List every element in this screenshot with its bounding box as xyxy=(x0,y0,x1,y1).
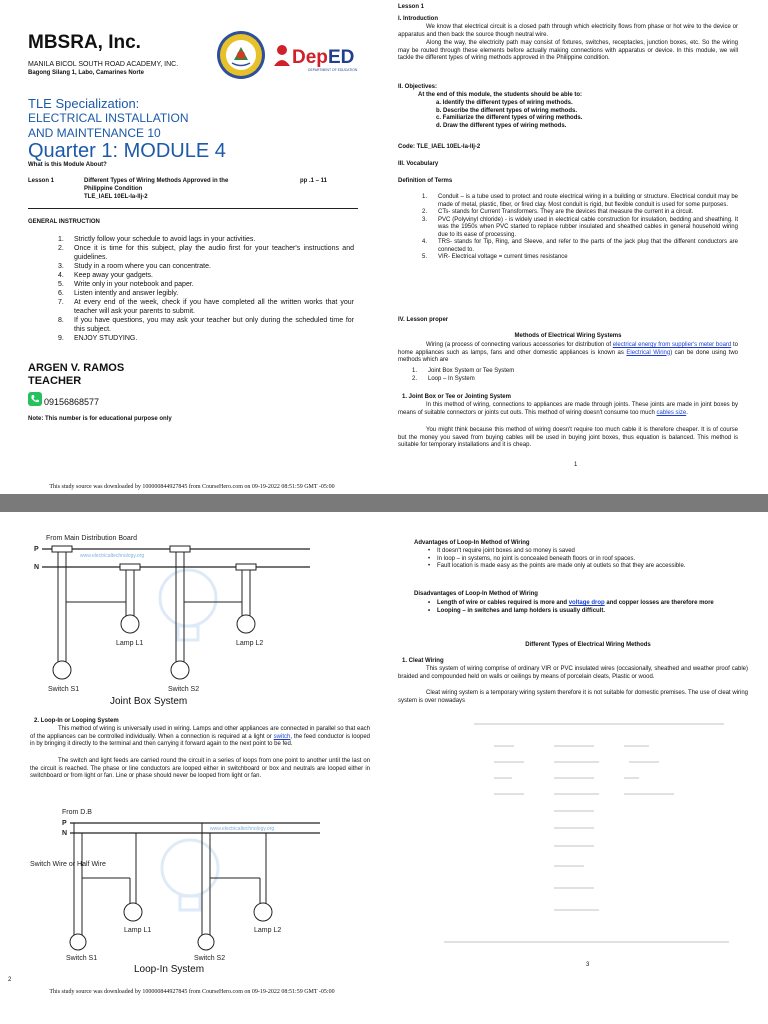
list-item xyxy=(58,298,354,316)
item-number: 1. xyxy=(58,236,64,243)
general-instruction-heading: GENERAL INSTRUCTION xyxy=(28,219,100,225)
loop-switch1-label: Switch S1 xyxy=(66,955,98,962)
item-number: 3. xyxy=(422,216,428,223)
introduction-heading: I. Introduction xyxy=(398,16,438,22)
item-text: VIR- Electrical voltage = current times resistance xyxy=(438,254,568,260)
cleat-heading: 1. Cleat Wiring xyxy=(402,658,444,664)
disadvantage-text-2: and copper losses are therefore more xyxy=(606,600,714,606)
download-footer: This study source was downloaded by 100000844927845 from CourseHero.com on 09-19-2022 08:51:59 GMT -05:00 xyxy=(49,484,335,490)
subject-line-1: ELECTRICAL INSTALLATION xyxy=(28,111,189,125)
item-number: 4. xyxy=(58,272,64,279)
advantages-column xyxy=(384,512,768,1024)
item-text: ENJOY STUDYING. xyxy=(74,335,138,342)
lesson-code-label: Code: TLE_IAEL 10EL-Ia-IIj-2 xyxy=(398,144,481,150)
joint-box-text-end: . xyxy=(686,409,688,416)
list-item xyxy=(58,262,354,271)
objective-item: d. Draw the different types of wiring methods. xyxy=(436,122,567,129)
disadvantage-item xyxy=(428,600,738,608)
voltage-drop-link[interactable]: voltage drop xyxy=(568,600,605,606)
list-item xyxy=(58,289,354,298)
joint-box-heading: 1. Joint Box or Tee or Jointing System xyxy=(402,394,511,400)
joint-box-text: In this method of wiring, connections to appliances are made through joints. These joints are made in joint boxes by means of suitable connectors or joints cut outs. This method of wiring doesn't consume too much xyxy=(398,402,738,416)
page-number: 3 xyxy=(586,962,590,968)
loop-heading: 2. Loop-In or Looping System xyxy=(34,718,119,724)
item-text: PVC (Polyvinyl chloride) - is widely used in electrical cable construction for insulation, bedding and sheathing. It was the 1950s when PVC started to replace rubber insulated and sheathed cables in general household wiring due to its ease of processing. xyxy=(438,216,738,238)
wiring-text-2: to home appliances such as lamps, fans and other domestic appliances is known as xyxy=(398,342,738,356)
teacher-name: ARGEN V. RAMOS xyxy=(28,362,125,374)
definition-heading: Definition of Terms xyxy=(398,178,453,184)
jb-switch1-label: Switch S1 xyxy=(48,686,80,693)
methods-list xyxy=(412,368,514,383)
disadvantages-list xyxy=(428,600,738,615)
cables-size-link[interactable]: cables size xyxy=(656,409,687,416)
objectives-list xyxy=(436,100,582,130)
teacher-phone: 09156868577 xyxy=(44,397,100,407)
lesson-label: Lesson 1 xyxy=(398,4,425,10)
objective-item: a. Identify the different types of wiring methods. xyxy=(436,100,573,106)
item-number: 2. xyxy=(412,375,418,382)
school-address: Bagong Silang 1, Labo, Camarines Norte xyxy=(28,70,145,76)
lamp-2-icon xyxy=(237,615,255,633)
intro-paragraph-1: We know that electrical circuit is a closed path through which electricity flows from phase or hot wire to the device or apparatus and then back the source though neutral wire. xyxy=(398,24,738,38)
item-text: Listen intently and answer legibly. xyxy=(74,290,179,297)
svg-text:Dep: Dep xyxy=(292,47,328,68)
item-number: 1. xyxy=(412,368,418,374)
item-number: 7. xyxy=(58,299,64,306)
page-number: 2 xyxy=(8,977,12,983)
phone-note: Note: This number is for educational purpose only xyxy=(28,416,172,422)
switch-link[interactable]: switch xyxy=(273,733,291,740)
jb-caption: Joint Box System xyxy=(110,696,188,707)
list-item xyxy=(422,209,738,217)
divider xyxy=(28,208,358,209)
loop-phase-label: P xyxy=(62,820,67,827)
cleat-paragraph-2: Cleat wiring system is a temporary wiring system therefore it is not suitable for domestic premises. The use of cleat wiring system is over nowadays xyxy=(398,690,749,704)
loop-paragraph-2: The switch and light feeds are carried round the circuit in a series of loops from one point to another until the last on the circuit is reached. The phase or line conductors are looped either in switchboard or box and neutrals are looped either in switchboard or from light or fan. Line or phase should never be looped from light or fan. xyxy=(30,758,370,779)
switch-1-icon xyxy=(70,934,86,950)
wiring-text-3: ) can be done using two methods which are xyxy=(398,349,738,363)
methods-title: Methods of Electrical Wiring Systems xyxy=(514,333,622,339)
jb-lamp1-label: Lamp L1 xyxy=(116,640,144,647)
item-text: Loop – In System xyxy=(428,375,475,382)
loop-text-2: , the feed conductor is looped in by bringing it directly to the terminal and then carrying it forward again to the next point to be fed. xyxy=(30,733,370,747)
loop-neutral-label: N xyxy=(62,830,68,837)
item-text: At every end of the week, check if you have completed all the written works that your teacher will ask your parents to submit. xyxy=(74,299,354,315)
list-item xyxy=(422,239,738,254)
switch-2-icon xyxy=(198,934,214,950)
wiring-text-1: Wiring (a process of connecting various accessories for distribution of xyxy=(426,342,611,348)
list-item xyxy=(58,271,354,280)
loop-text-1: This method of wiring is universally used in wiring. Lamps and other appliances are connected in parallel so that each of the appliances can be controlled individually. When a connection is required at a light or xyxy=(30,726,370,740)
loop-paragraph-1 xyxy=(30,726,370,749)
item-number: 5. xyxy=(422,254,428,260)
spec-title: TLE Specialization: xyxy=(28,96,140,111)
wiring-paragraph xyxy=(398,342,738,365)
module-about: What is this Module About? xyxy=(28,162,107,168)
lamp-2-icon xyxy=(254,903,272,921)
bulb-watermark-icon xyxy=(160,570,216,640)
objective-item: b. Describe the different types of wiring methods. xyxy=(436,107,578,114)
advantage-item: • It doesn't require joint boxes and so money is saved xyxy=(428,548,738,556)
loop-watermark: www.electricaltechnology.org xyxy=(210,826,275,832)
list-item xyxy=(58,334,354,343)
list-item xyxy=(422,194,738,209)
faint-table-remnant xyxy=(434,716,734,948)
item-text: Strictly follow your schedule to avoid lags in your activities. xyxy=(74,236,256,243)
item-text: If you have questions, you may ask your teacher but only during the scheduled time for this subject. xyxy=(74,317,354,333)
item-number: 1. xyxy=(422,194,428,200)
jb-neutral-label: N xyxy=(34,564,40,571)
item-text: Write only in your notebook and paper. xyxy=(74,281,194,288)
lesson-pages: pp .1 – 11 xyxy=(300,178,328,184)
list-item xyxy=(58,244,354,262)
list-item xyxy=(422,217,738,240)
download-footer: This study source was downloaded by 100000844927845 from CourseHero.com on 09-19-2022 08:51:59 GMT -05:00 xyxy=(49,989,335,995)
lesson-number: Lesson 1 xyxy=(28,178,55,184)
item-number: 5. xyxy=(58,281,64,288)
advantage-item: • Fault location is made easy as the points are made only at outlets so that they are accessible. xyxy=(428,563,738,571)
lesson-code: TLE_IAEL 10EL-Ia-IIj-2 xyxy=(84,194,148,200)
page-1 xyxy=(0,0,768,494)
org-name: MBSRA, Inc. xyxy=(28,32,141,53)
loop-switch2-label: Switch S2 xyxy=(194,955,226,962)
disadvantages-heading: Disadvantages of Loop-In Method of Wiring xyxy=(414,591,538,597)
lesson-proper-heading: IV. Lesson proper xyxy=(398,317,449,323)
jb-watermark: www.electricaltechnology.org xyxy=(80,553,145,559)
loop-in-diagram xyxy=(30,806,330,974)
item-number: 6. xyxy=(58,290,64,297)
terms-list xyxy=(422,194,738,262)
objective-item: c. Familiarize the different types of wiring methods. xyxy=(436,115,583,121)
switch-wire-label: Switch Wire or Half Wire xyxy=(30,861,106,868)
item-text: TRS- stands for Tip, Ring, and Sleeve, and refer to the parts of the jack plug that the different conductors are connected to. xyxy=(438,239,738,253)
jb-header: From Main Distribution Board xyxy=(46,535,138,542)
loop-lamp1-label: Lamp L1 xyxy=(124,927,152,934)
subject-line-2: AND MAINTENANCE 10 xyxy=(28,126,161,140)
page-number: 1 xyxy=(574,462,578,468)
svg-text:ED: ED xyxy=(328,47,355,68)
lamp-1-icon xyxy=(121,615,139,633)
deped-logo xyxy=(270,36,360,76)
electrical-energy-link[interactable]: electrical energy from supplier's meter board xyxy=(612,342,732,348)
switch-1-icon xyxy=(53,661,71,679)
vocabulary-heading: III. Vocabulary xyxy=(398,161,439,167)
item-number: 2. xyxy=(58,245,64,252)
list-item xyxy=(58,235,354,244)
item-text: CTs- stands for Current Transformers. They are the devices that measure the current in a circuit. xyxy=(438,209,694,215)
switch-2-icon xyxy=(171,661,189,679)
types-title: Different Types of Electrical Wiring Methods xyxy=(525,642,651,648)
lamp-1-icon xyxy=(124,903,142,921)
page-2 xyxy=(0,512,768,1024)
diagrams-column xyxy=(0,512,384,1024)
item-number: 8. xyxy=(58,317,64,324)
item-number: 2. xyxy=(422,209,428,215)
item-text: Joint Box System or Tee System xyxy=(428,368,515,374)
lesson-column xyxy=(384,0,768,494)
item-text: Once it is time for this subject, play the audio first for your teacher's instructions and guidelines. xyxy=(74,245,354,261)
list-item xyxy=(412,376,514,384)
school-name: MANILA BICOL SOUTH ROAD ACADEMY, INC. xyxy=(28,61,179,68)
item-number: 3. xyxy=(58,263,64,270)
objectives-heading: II. Objectives: xyxy=(398,84,438,90)
loop-caption: Loop-In System xyxy=(134,964,205,974)
jb-switch2-label: Switch S2 xyxy=(168,686,200,693)
teacher-role: TEACHER xyxy=(28,375,82,387)
list-item xyxy=(58,280,354,289)
item-text: Study in a room where you can concentrate. xyxy=(74,263,211,270)
cleat-paragraph-1: This system of wiring comprise of ordinary VIR or PVC insulated wires (occasionally, sheathed and weather proof cable) braided and compounded held on walls or ceilings by means of porcelain cleats, Plastic or wood. xyxy=(398,666,748,680)
list-item xyxy=(58,316,354,334)
lesson-title: Different Types of Wiring Methods Approved in the Philippine Condition xyxy=(84,178,229,192)
disadvantage-item: • Looping – in switches and lamp holders is usually difficult. xyxy=(428,608,738,616)
joint-box-paragraph-2: You might think because this method of wiring doesn't require too much cable it is therefore cheaper. It is of course but the money you saved from buying cables will be used in buying joint boxes, thus equation is balanced. This method is suitable for temporary installations and it is cheap. xyxy=(398,427,738,448)
module-cover-column xyxy=(0,0,384,494)
list-item xyxy=(412,368,514,376)
disadvantage-text-1: Length of wire or cables required is more and xyxy=(437,600,568,606)
loop-lamp2-label: Lamp L2 xyxy=(254,927,282,934)
joint-box-paragraph-1 xyxy=(398,402,738,417)
advantage-item: • In loop – in systems, no joint is concealed beneath floors or in roof spaces. xyxy=(428,556,738,564)
school-seal-logo xyxy=(216,30,266,80)
electrical-wiring-link[interactable]: Electrical Wiring xyxy=(626,349,671,356)
svg-text:DEPARTMENT OF EDUCATION: DEPARTMENT OF EDUCATION xyxy=(308,68,358,72)
item-number: 9. xyxy=(58,335,64,342)
list-item xyxy=(422,254,738,262)
instruction-list xyxy=(58,235,354,343)
item-text: Keep away your gadgets. xyxy=(74,272,153,279)
phone-icon xyxy=(28,392,42,406)
advantages-list xyxy=(428,548,738,571)
quarter-title: Quarter 1: MODULE 4 xyxy=(28,140,226,162)
loop-header: From D.B xyxy=(62,809,92,816)
advantages-heading: Advantages of Loop-In Method of Wiring xyxy=(414,540,530,546)
objectives-intro: At the end of this module, the students should be able to: xyxy=(418,92,583,98)
jb-phase-label: P xyxy=(34,546,39,553)
item-number: 4. xyxy=(422,239,428,245)
item-text: Conduit – is a tube used to protect and route electrical wiring in a building or structure. Electrical conduit may be made of metal, plastic, fiber, or fired clay. Most conduit is rigid, but flexible conduit is used for some purposes. xyxy=(438,194,738,208)
intro-paragraph-2: Along the way, the electricity path may consist of fixtures, switches, receptacles, junction boxes, etc. So the wiring may be routed through these elements before actually making connections with apparatus or device. In this module, we will tackle the different types of wiring methods approved in the Philippine condition. xyxy=(398,40,738,61)
jb-lamp2-label: Lamp L2 xyxy=(236,640,264,647)
joint-box-diagram xyxy=(30,532,320,712)
